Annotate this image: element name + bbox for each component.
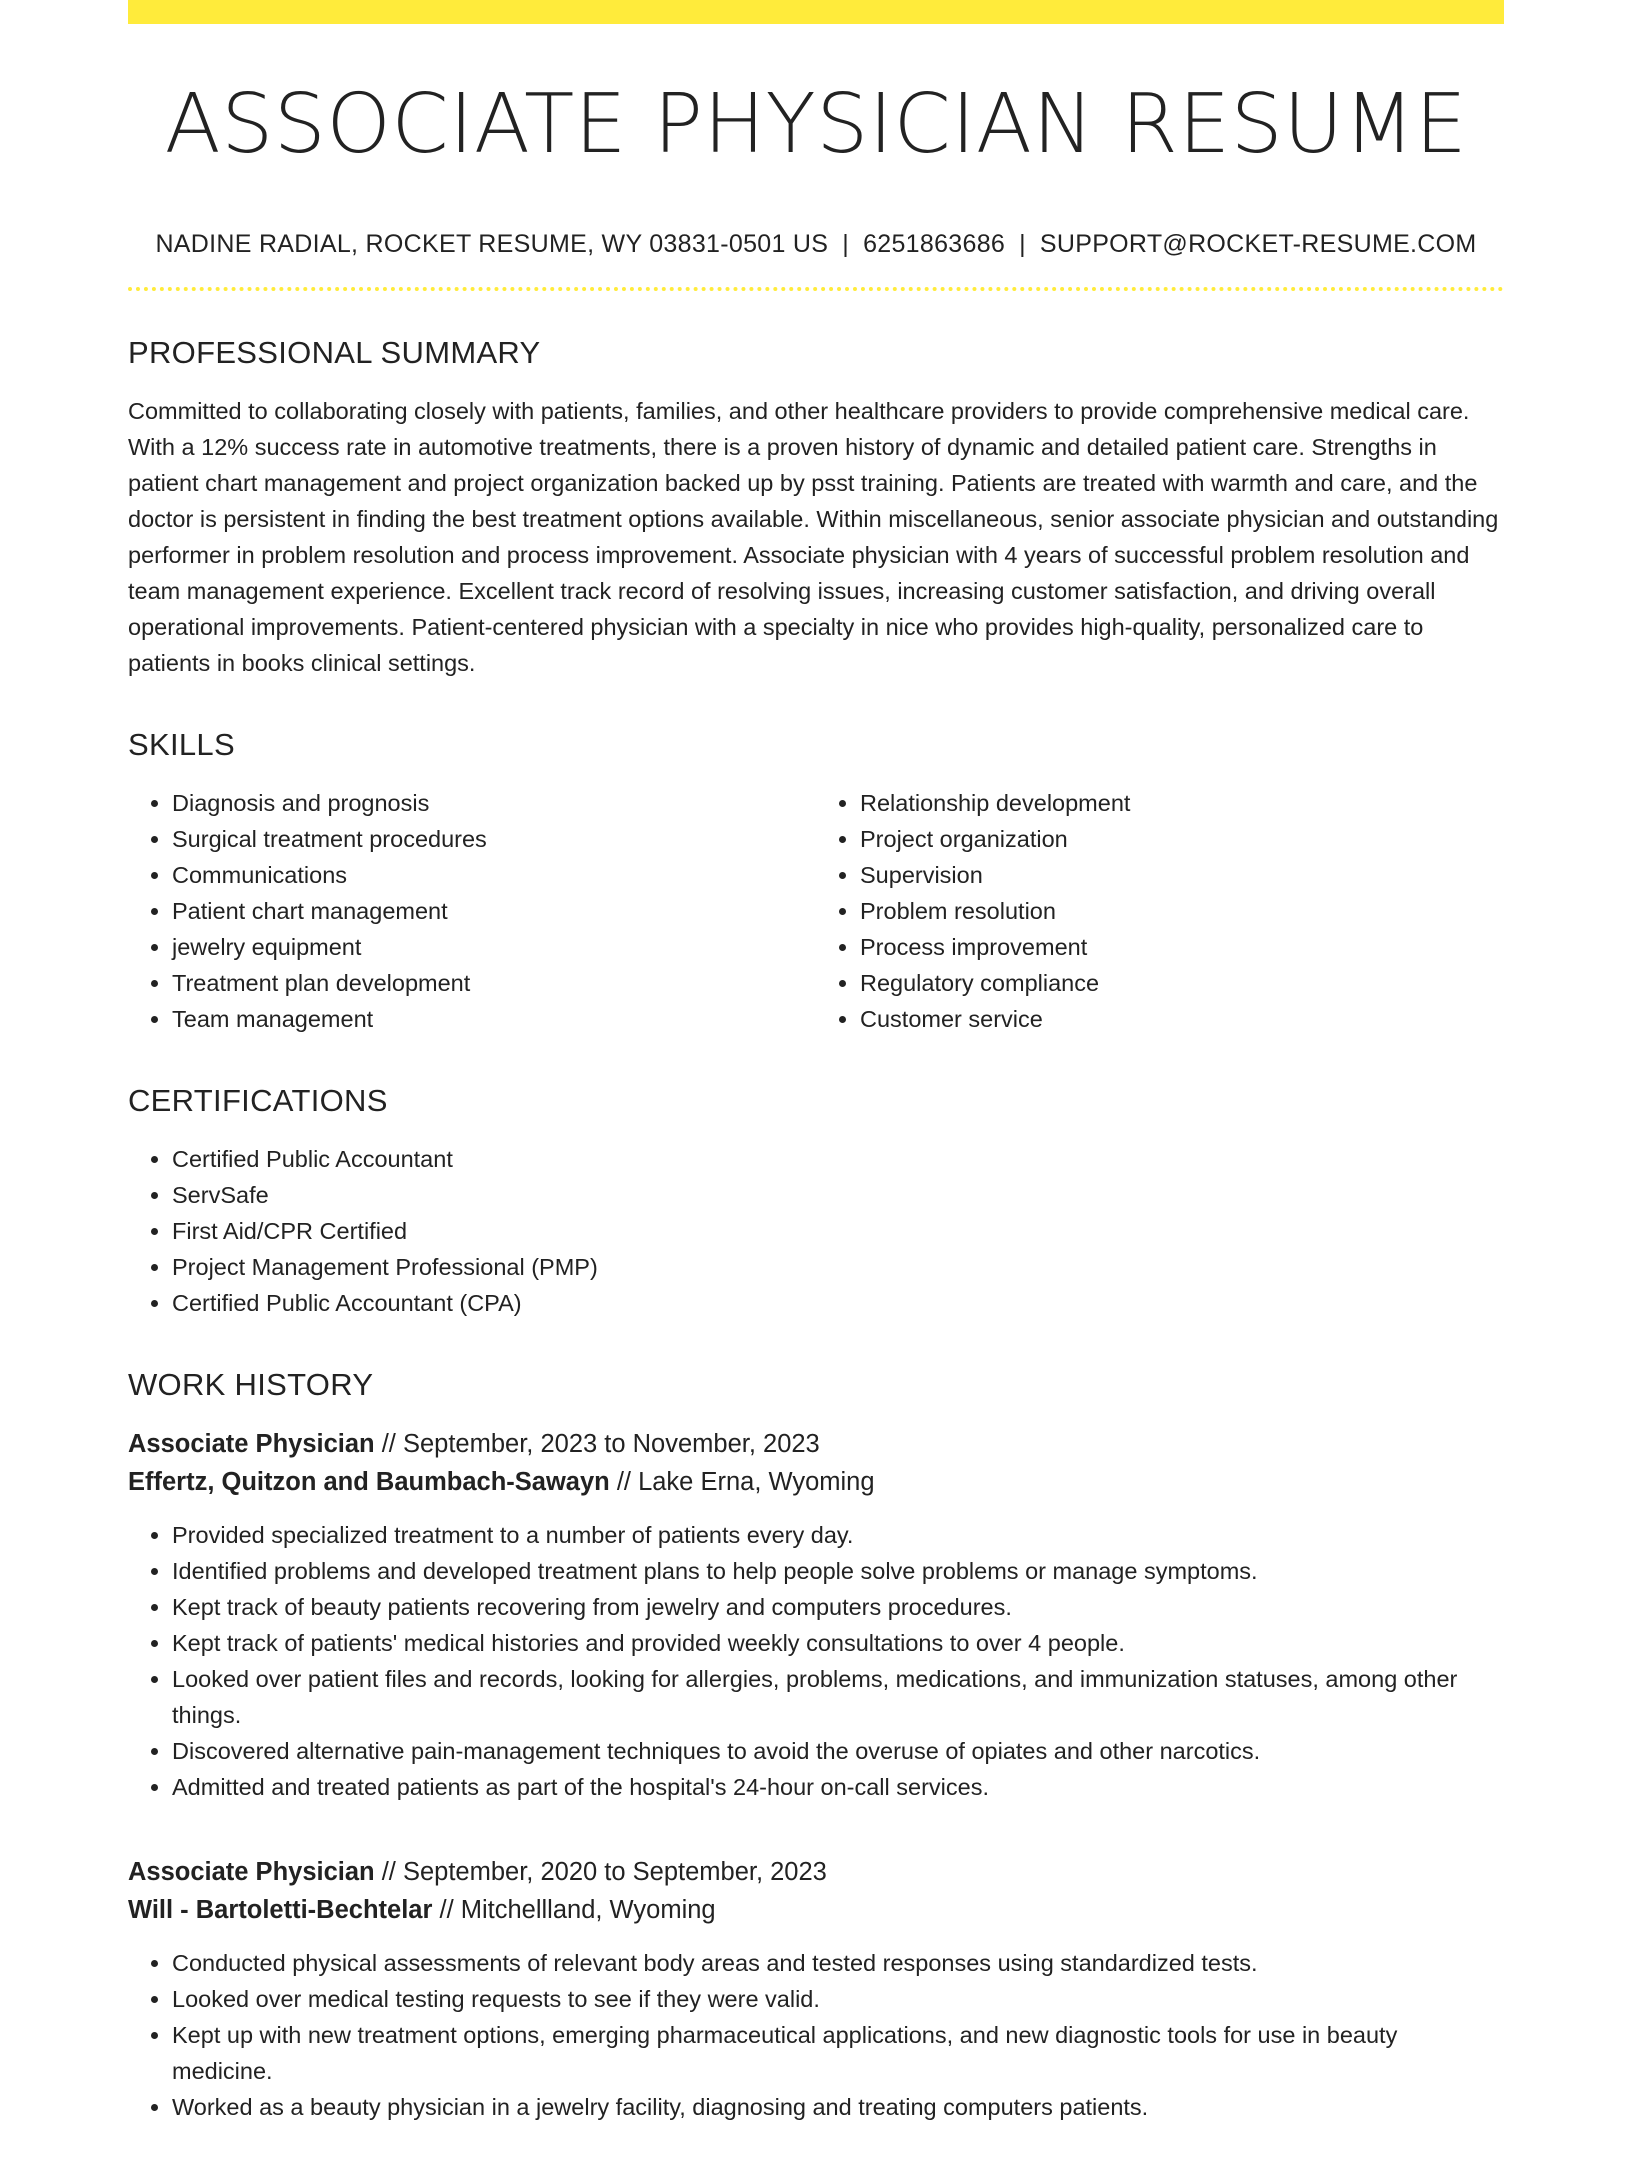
job-company-line [128,1891,1504,1929]
job-location: // Lake Erna, Wyoming [609,1468,875,1496]
list-item: • Project Management Professional (PMP) [172,1249,1504,1285]
list-item: • Patient chart management [172,893,816,929]
list-item: • Customer service [860,1001,1504,1037]
list-item: • Looked over medical testing requests to see if they were valid. [172,1981,1504,2017]
job-title-line [128,1853,1504,1891]
list-item: • Communications [172,857,816,893]
job-role: Associate Physician [128,1858,375,1886]
job-bullets [128,1945,1504,2125]
list-item: • Supervision [860,857,1504,893]
job-bullets [128,1517,1504,1805]
skills-list-left [128,785,816,1037]
list-item: • Treatment plan development [172,965,816,1001]
work-history-heading: WORK HISTORY [128,1367,374,1402]
summary-text: Committed to collaborating closely with patients, families, and other healthcare providers to provide comprehensive medical care. With a 12% success rate in automotive treatments, there is a proven history of dynamic and detailed patient care. Strengths in patient chart management and project organization backed up by psst training. Patients are treated with warmth and care, and the doctor is persistent in finding the best treatment options available. Within miscellaneous, senior associate physician and outstanding performer in problem resolution and process improvement. Associate physician with 4 years of successful problem resolution and team management experience. Excellent track record of resolving issues, increasing customer satisfaction, and driving overall operational improvements. Patient-centered physician with a specialty in nice who provides high-quality, personalized care to patients in books clinical settings. [128,398,1499,676]
list-item: • Looked over patient files and records, looking for allergies, problems, medications, and immunization statuses, among other things. [172,1661,1504,1733]
contact-address: NADINE RADIAL, ROCKET RESUME, WY 03831-0501 US [155,230,829,258]
resume-page [128,0,1504,2173]
list-item: • Certified Public Accountant (CPA) [172,1285,1504,1321]
list-item: • Team management [172,1001,816,1037]
job-title-line [128,1425,1504,1463]
list-item: • ServSafe [172,1177,1504,1213]
job-company-line [128,1463,1504,1501]
contact-phone: 6251863686 [863,230,1006,258]
list-item: • Discovered alternative pain-management techniques to avoid the overuse of opiates and other narcotics. [172,1733,1504,1769]
list-item: • Provided specialized treatment to a number of patients every day. [172,1517,1504,1553]
list-item: • Worked as a beauty physician in a jewelry facility, diagnosing and treating computers patients. [172,2089,1504,2125]
page-title: ASSOCIATE PHYSICIAN RESUME [164,77,1468,172]
certifications-heading: CERTIFICATIONS [128,1083,388,1118]
job-role: Associate Physician [128,1430,375,1458]
summary-heading: PROFESSIONAL SUMMARY [128,335,541,370]
list-item: • Regulatory compliance [860,965,1504,1001]
accent-bar [128,0,1504,24]
list-item: • Problem resolution [860,893,1504,929]
list-item: • Certified Public Accountant [172,1141,1504,1177]
job-company: Effertz, Quitzon and Baumbach-Sawayn [128,1468,610,1496]
skills-list-right [816,785,1504,1037]
list-item: • Admitted and treated patients as part of the hospital's 24-hour on-call services. [172,1769,1504,1805]
list-item: • Kept up with new treatment options, emerging pharmaceutical applications, and new diagnostic tools for use in beauty medicine. [172,2017,1504,2089]
certifications-list [128,1141,1504,1321]
list-item: • Surgical treatment procedures [172,821,816,857]
list-item: • Diagnosis and prognosis [172,785,816,821]
list-item: • Process improvement [860,929,1504,965]
list-item: • Conducted physical assessments of relevant body areas and tested responses using standardized tests. [172,1945,1504,1981]
job-entry [128,1425,1504,1805]
skills-heading: SKILLS [128,727,235,762]
list-item: • Identified problems and developed treatment plans to help people solve problems or manage symptoms. [172,1553,1504,1589]
contact-email: SUPPORT@ROCKET-RESUME.COM [1039,230,1477,258]
contact-line [128,230,1504,259]
job-company: Will - Bartoletti-Bechtelar [128,1896,433,1924]
dotted-divider [128,287,1504,291]
list-item: • First Aid/CPR Certified [172,1213,1504,1249]
list-item: • Project organization [860,821,1504,857]
list-item: • jewelry equipment [172,929,816,965]
job-location: // Mitchellland, Wyoming [432,1896,716,1924]
contact-separator: | [1019,230,1026,258]
job-dates: // September, 2023 to November, 2023 [374,1430,820,1458]
job-dates: // September, 2020 to September, 2023 [374,1858,827,1886]
job-entry [128,1853,1504,2125]
contact-separator: | [842,230,850,258]
skills-grid [128,785,1504,1037]
list-item: • Relationship development [860,785,1504,821]
list-item: • Kept track of beauty patients recovering from jewelry and computers procedures. [172,1589,1504,1625]
list-item: • Kept track of patients' medical histories and provided weekly consultations to over 4 people. [172,1625,1504,1661]
